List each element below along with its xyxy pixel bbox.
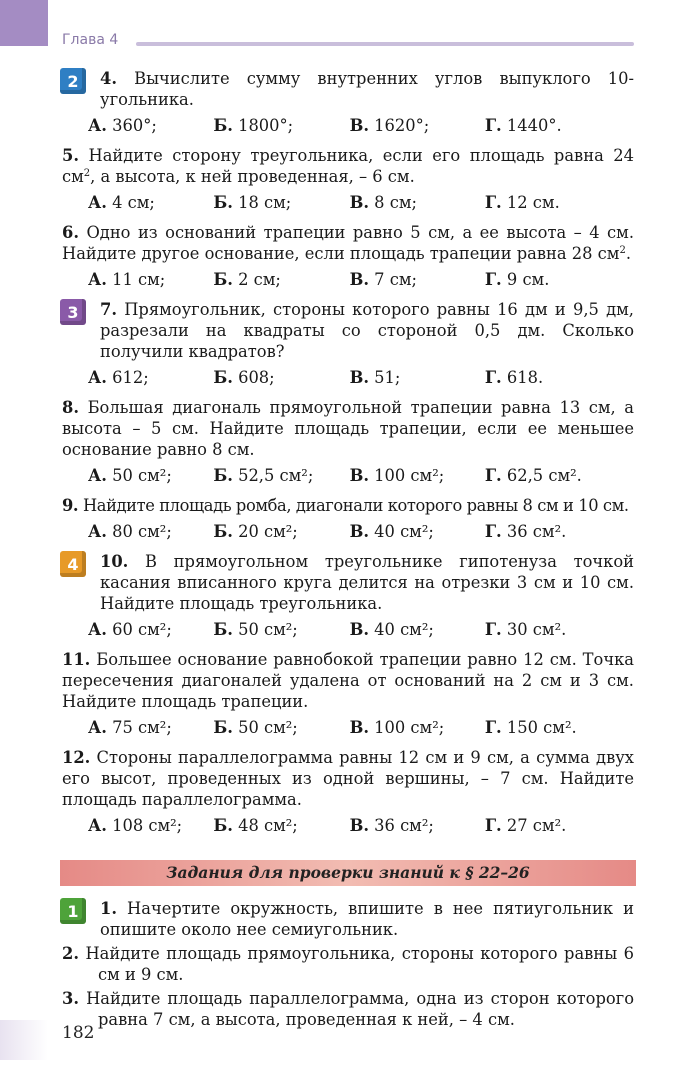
- answer-a: А. 108 см²;: [88, 816, 183, 835]
- answer-v: В. 100 см²;: [349, 718, 445, 737]
- task-text: 10. В прямоугольном треугольнике гипотенуза точкой касания вписанного круга делится на отрезки 3 см и 10 см. Найдите площадь треугольника.: [100, 552, 634, 613]
- task-text: 8. Большая диагональ прямоугольной трапеции равна 13 см, а высота – 5 см. Найдите площадь трапеции, если ее меньшее основание равно 8 см.: [62, 398, 634, 459]
- level-2-badge-icon: 2: [60, 68, 86, 94]
- answer-a: А. 60 см²;: [88, 620, 172, 639]
- answer-a: А. 4 см;: [88, 193, 155, 212]
- answer-a: А. 75 см²;: [88, 718, 172, 737]
- answer-a: А. 360°;: [88, 116, 157, 135]
- task-8: [62, 397, 634, 460]
- task-text: 4. Вычислите сумму внутренних углов выпуклого 10-угольника.: [100, 69, 634, 109]
- answer-options: [88, 465, 634, 486]
- task-text: 6. Одно из оснований трапеции равно 5 см, а ее высота – 4 см. Найдите другое основание, если площадь трапеции равна 28 $см^2$.: [62, 223, 634, 263]
- level-4-badge-icon: 4: [60, 551, 86, 577]
- task-text: 3. Найдите площадь параллелограмма, одна из сторон которого равна 7 см, а высота, проведенная к ней, – 4 см.: [62, 989, 634, 1029]
- answer-g: Г. 1440°.: [484, 116, 562, 135]
- answer-options: [88, 269, 634, 290]
- check-task-1: [62, 898, 634, 940]
- answer-g: Г. 30 см².: [484, 620, 567, 639]
- answer-options: [88, 619, 634, 640]
- answer-b: Б. 1800°;: [213, 116, 294, 135]
- answer-b: Б. 608;: [213, 368, 275, 387]
- answer-v: В. 7 см;: [349, 270, 417, 289]
- answer-a: А. 612;: [88, 368, 149, 387]
- answer-b: Б. 50 см²;: [213, 718, 298, 737]
- answer-g: Г. 36 см².: [484, 522, 567, 541]
- answer-g: Г. 618.: [484, 368, 544, 387]
- task-text: 12. Стороны параллелограмма равны 12 см и 9 см, а сумма двух его высот, проведенных из одной вершины, – 7 см. Найдите площадь параллелограмма.: [62, 748, 634, 809]
- chapter-corner-tab: [0, 0, 48, 46]
- task-12: [62, 747, 634, 810]
- answer-options: [88, 115, 634, 136]
- answer-a: А. 80 см²;: [88, 522, 172, 541]
- answer-b: Б. 48 см²;: [213, 816, 298, 835]
- answer-v: В. 40 см²;: [349, 620, 434, 639]
- answer-g: Г. 150 см².: [484, 718, 577, 737]
- task-4: [62, 68, 634, 110]
- task-text: 5. Найдите сторону треугольника, если его площадь равна 24 $см^2$, а высота, к ней проведенная, – 6 см.: [62, 146, 634, 186]
- task-text: 11. Большее основание равнобокой трапеции равно 12 см. Точка пересечения диагоналей удалена от оснований на 2 см и 3 см. Найдите площадь трапеции.: [62, 650, 634, 711]
- task-6: [62, 222, 634, 264]
- task-11: [62, 649, 634, 712]
- footer-corner: [0, 1020, 48, 1060]
- header-rule: [136, 42, 634, 46]
- answer-options: [88, 815, 634, 836]
- task-9: [62, 495, 634, 516]
- answer-g: Г. 62,5 см².: [484, 466, 582, 485]
- answer-b: Б. 2 см;: [213, 270, 281, 289]
- answer-v: В. 51;: [349, 368, 401, 387]
- page-number: 182: [62, 1023, 95, 1043]
- answer-b: Б. 52,5 см²;: [213, 466, 314, 485]
- answer-g: Г. 27 см².: [484, 816, 567, 835]
- answer-v: В. 8 см;: [349, 193, 417, 212]
- check-task-2: [62, 943, 634, 985]
- answer-v: В. 36 см²;: [349, 816, 434, 835]
- page-content: [62, 68, 634, 1030]
- task-text: 7. Прямоугольник, стороны которого равны 16 дм и 9,5 дм, разрезали на квадраты со стороной 0,5 дм. Сколько получили квадратов?: [100, 300, 634, 361]
- task-7: [62, 299, 634, 362]
- task-10: [62, 551, 634, 614]
- section-banner: Задания для проверки знаний к § 22–26: [60, 860, 636, 886]
- answer-b: Б. 20 см²;: [213, 522, 298, 541]
- answer-v: В. 100 см²;: [349, 466, 445, 485]
- answer-b: Б. 50 см²;: [213, 620, 298, 639]
- answer-a: А. 50 см²;: [88, 466, 172, 485]
- answer-b: Б. 18 см;: [213, 193, 292, 212]
- task-5: [62, 145, 634, 187]
- answer-g: Г. 9 см.: [484, 270, 550, 289]
- level-1-badge-icon: 1: [60, 898, 86, 924]
- answer-options: [88, 521, 634, 542]
- answer-v: В. 1620°;: [349, 116, 430, 135]
- answer-g: Г. 12 см.: [484, 193, 560, 212]
- answer-options: [88, 717, 634, 738]
- check-task-3: [62, 988, 634, 1030]
- answer-v: В. 40 см²;: [349, 522, 434, 541]
- answer-a: А. 11 см;: [88, 270, 166, 289]
- answer-options: [88, 367, 634, 388]
- answer-options: [88, 192, 634, 213]
- chapter-title: Глава 4: [62, 32, 119, 48]
- level-3-badge-icon: 3: [60, 299, 86, 325]
- task-text: 2. Найдите площадь прямоугольника, стороны которого равны 6 см и 9 см.: [62, 944, 634, 984]
- task-text: 9. Найдите площадь ромба, диагонали которого равны 8 см и 10 см.: [62, 496, 629, 515]
- task-text: 1. Начертите окружность, впишите в нее пятиугольник и опишите около нее семиугольник.: [100, 899, 634, 939]
